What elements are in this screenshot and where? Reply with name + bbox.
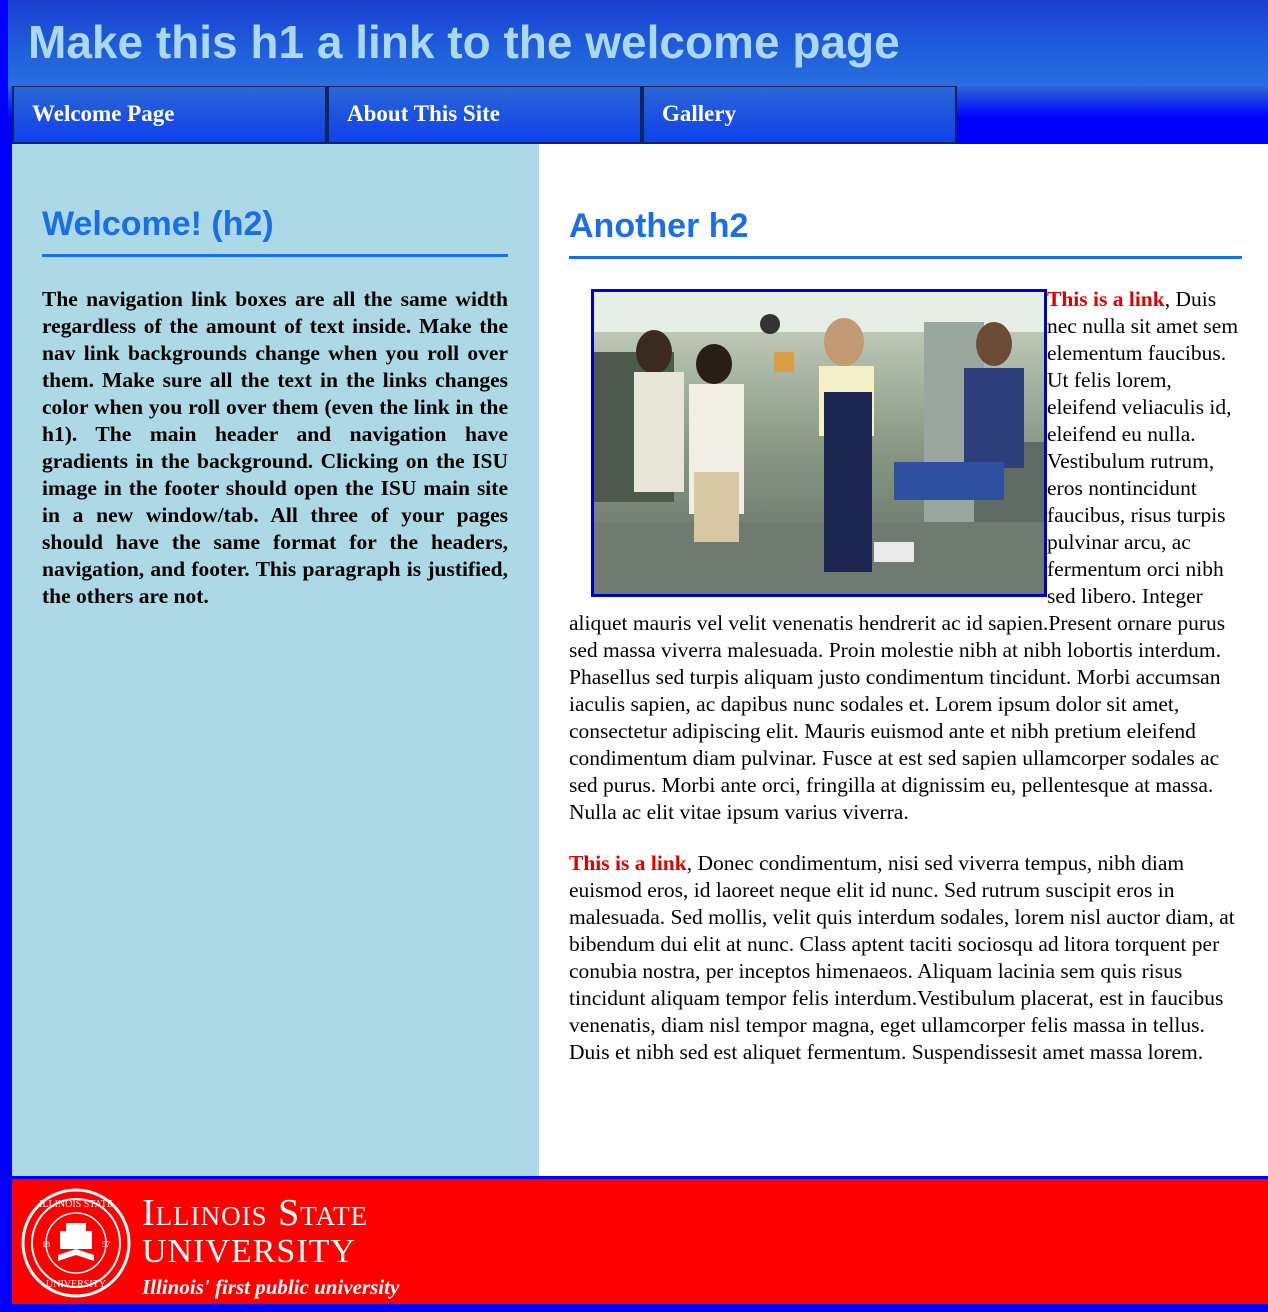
main-footer xyxy=(12,1176,1268,1304)
page-title xyxy=(28,14,900,70)
isu-tagline: Illinois' first public university xyxy=(142,1275,400,1299)
content-body xyxy=(569,286,1244,1090)
sidebar-paragraph: The navigation link boxes are all the same width regardless of the amount of text inside. Make the nav link backgrounds change when you roll over them. Make sure all the text in the links changes color when you roll over them (even the link in the h1). The main header and navigation have gradients in the background. Clicking on the ISU image in the footer should open the ISU main site in a new window/tab. All three of your pages should have the same format for the headers, navigation, and footer. This paragraph is justified, the others are not. xyxy=(42,287,508,608)
page-frame xyxy=(8,0,1268,1312)
sidebar xyxy=(12,144,539,1176)
isu-logo-line1: Illinois State xyxy=(142,1192,369,1234)
svg-text:UNIVERSITY: UNIVERSITY xyxy=(46,1279,106,1290)
title-welcome-link[interactable]: Make this h1 a link to the welcome page xyxy=(28,16,900,68)
isu-seal-icon xyxy=(20,1187,132,1299)
content-paragraph-2 xyxy=(569,850,1244,1066)
content-heading: Another h2 xyxy=(569,204,1242,259)
svg-text:18: 18 xyxy=(42,1240,50,1249)
kitchen-photo xyxy=(591,289,1047,597)
svg-text:57: 57 xyxy=(102,1240,110,1249)
main-content xyxy=(539,144,1268,1176)
isu-logo-link[interactable] xyxy=(18,1183,448,1303)
svg-text:ILLINOIS STATE: ILLINOIS STATE xyxy=(39,1199,113,1210)
isu-logo-line2: UNIVERSITY xyxy=(142,1233,356,1270)
nav-link-welcome[interactable]: Welcome Page xyxy=(12,86,327,144)
content-paragraph-1 xyxy=(569,286,1244,826)
content-link-1[interactable]: This is a link xyxy=(1047,287,1165,311)
content-link-2[interactable]: This is a link xyxy=(569,851,687,875)
main-header xyxy=(8,0,1268,86)
nav-link-about[interactable]: About This Site xyxy=(327,86,642,144)
nav-link-gallery[interactable]: Gallery xyxy=(642,86,957,144)
main-navigation xyxy=(8,86,1268,144)
sidebar-heading: Welcome! (h2) xyxy=(42,202,508,257)
content-paragraph-2-text: , Donec condimentum, nisi sed viverra tempus, nibh diam euismod eros, id laoreet neque elit id nunc. Sed rutrum suscipit eros in malesuada. Sed mollis, velit quis interdum sodales, lorem nisl auctor diam, at bibendum dui elit at nunc. Class aptent taciti sociosqu ad litora torquent per conubia nostra, per inceptos himenaeos. Aliquam lacinia sem quis risus tincidunt aliquam tempor felis interdum.Vestibulum placerat, est in faucibus venenatis, diam nisl tempor magna, eget ullamcorper felis massa in tellus. Duis et nibh sed est aliquet fermentum. Suspendissesit amet massa lorem. xyxy=(569,851,1235,1064)
content-paragraph-1-text: , Duis nec nulla sit amet sem elementum faucibus. Ut felis lorem, eleifend veliaculis id, eleifend eu nulla. Vestibulum rutrum, eros nontincidunt faucibus, risus turpis pulvinar arcu, ac fermentum orci nibh sed libero. Integer aliquet mauris vel velit venenatis hendrerit ac id sapien.Present ornare purus sed massa viverra malesuada. Proin molestie nibh at nibh lobortis interdum. Phasellus sed turpis aliquam justo condimentum tincidunt. Morbi accumsan iaculis sapien, ac dapibus nunc sodales et. Lorem ipsum dolor sit amet, consectetur adipiscing elit. Mauris euismod ante et nibh pretium eleifend condimentum diam pulvinar. Fusce at est sed sapien ullamcorper sodales ac sed purus. Morbi ante orci, fringilla at dignissim eu, pellentesque at massa. Nulla ac elit vitae ipsum varius viverra. xyxy=(569,287,1239,824)
